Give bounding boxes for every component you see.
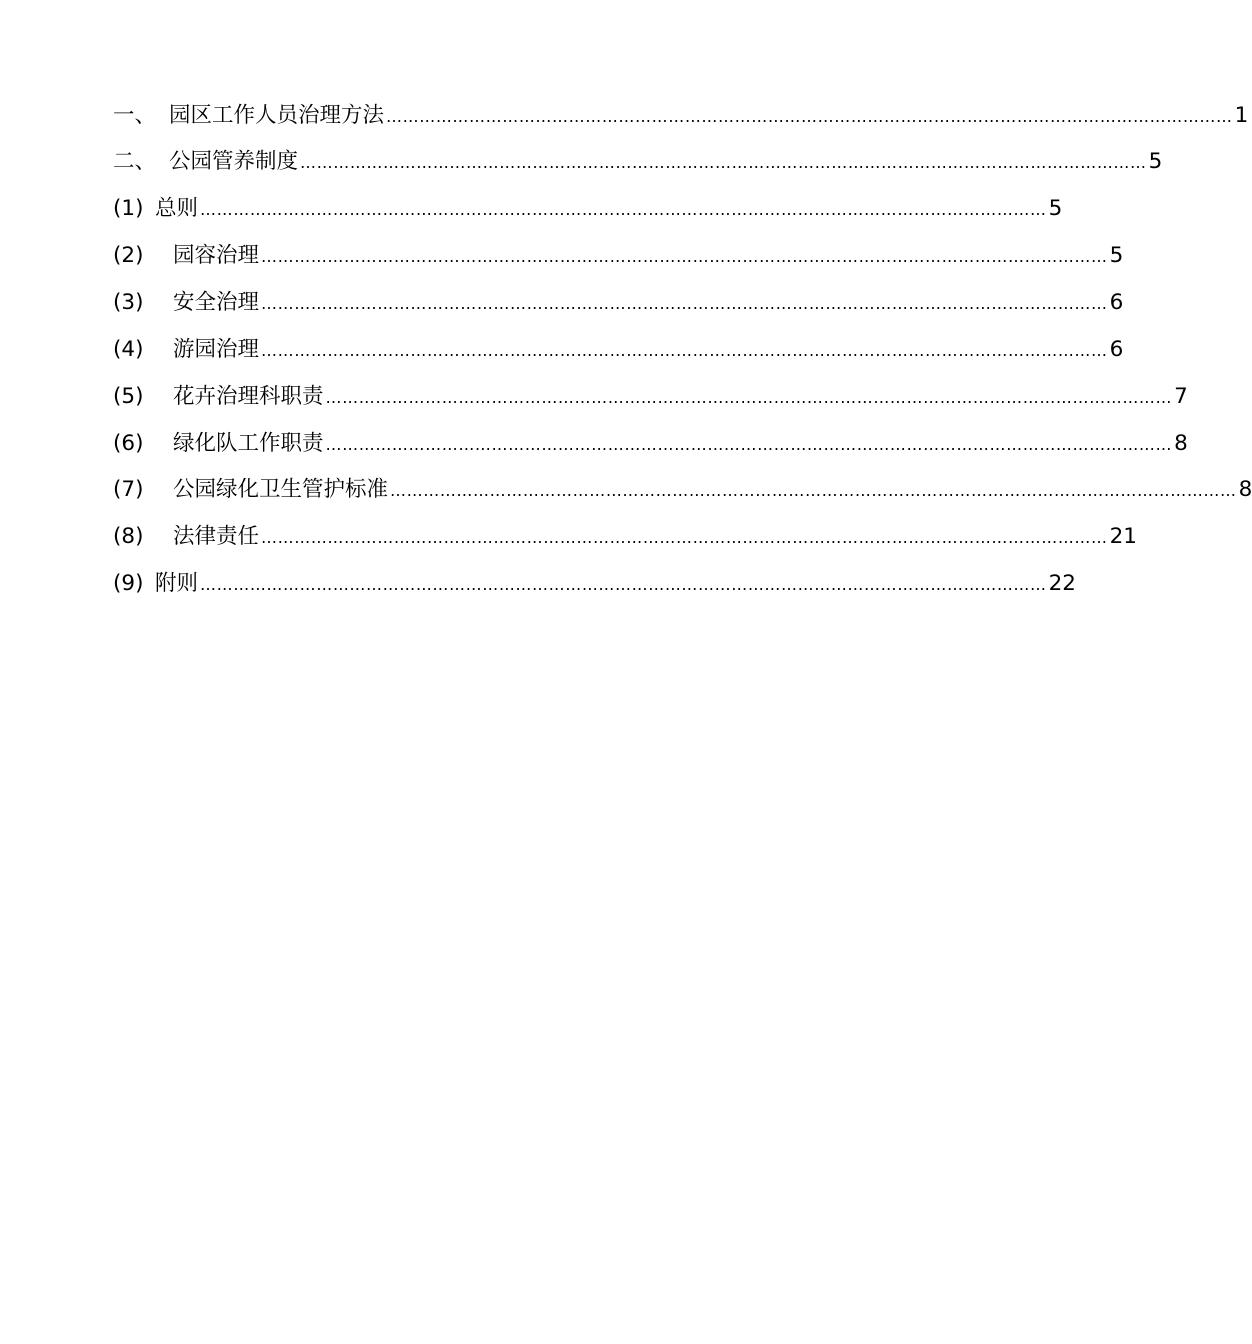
- toc-entry[interactable]: [113, 382, 1188, 412]
- toc-entry-page: 8: [1174, 431, 1188, 456]
- toc-entry-number: (9): [113, 571, 144, 596]
- toc-entry-title: 绿化队工作职责: [173, 431, 324, 456]
- toc-entry-page: 21: [1109, 524, 1137, 549]
- toc-entry-title: 公园管养制度: [169, 149, 299, 174]
- toc-entry-number: (8): [113, 524, 144, 549]
- dot-leader: ………………………………………………………………………………………………………………………………………: [200, 200, 1047, 219]
- dot-leader: ………………………………………………………………………………………………………………………………………: [325, 388, 1173, 407]
- toc-entry-number: 一、: [113, 103, 157, 128]
- toc-entry[interactable]: [113, 241, 1124, 271]
- toc-entry-number: (7): [113, 477, 144, 502]
- toc-entry[interactable]: [113, 335, 1124, 365]
- table-of-contents: [113, 0, 1252, 620]
- toc-entry-title: 园区工作人员治理方法: [169, 103, 385, 128]
- toc-entry-title: 园容治理: [173, 243, 260, 268]
- toc-entry-number: 二、: [113, 149, 157, 174]
- toc-entry-number: (2): [113, 243, 144, 268]
- toc-entry-title: 总则: [155, 196, 199, 221]
- toc-entry[interactable]: [113, 429, 1188, 459]
- toc-entry[interactable]: [113, 101, 1249, 131]
- toc-entry-title: 花卉治理科职责: [173, 384, 324, 409]
- dot-leader: ………………………………………………………………………………………………………………………………………: [261, 294, 1108, 313]
- toc-entry-title: 游园治理: [173, 337, 260, 362]
- toc-entry[interactable]: [113, 522, 1137, 552]
- toc-entry-number: (4): [113, 337, 144, 362]
- toc-entry-page: 5: [1148, 149, 1163, 174]
- dot-leader: ………………………………………………………………………………………………………………………………………: [261, 247, 1108, 266]
- toc-entry-page: 1: [1234, 103, 1249, 128]
- toc-entry-number: (6): [113, 431, 144, 456]
- toc-entry[interactable]: [113, 475, 1252, 505]
- toc-entry-page: 22: [1048, 571, 1076, 596]
- dot-leader: ………………………………………………………………………………………………………………………………………: [200, 575, 1047, 594]
- dot-leader: ………………………………………………………………………………………………………………………………………: [261, 528, 1108, 547]
- toc-entry-title: 安全治理: [173, 290, 260, 315]
- dot-leader: ………………………………………………………………………………………………………………………………………: [390, 481, 1237, 500]
- toc-entry-number: (1): [113, 196, 144, 221]
- toc-entry-number: (5): [113, 384, 144, 409]
- toc-entry[interactable]: [113, 147, 1163, 177]
- toc-entry-title: 公园绿化卫生管护标准: [173, 477, 389, 502]
- toc-entry-page: 8: [1238, 477, 1252, 502]
- toc-entry-title: 附则: [155, 571, 199, 596]
- toc-entry[interactable]: [113, 288, 1124, 318]
- dot-leader: ………………………………………………………………………………………………………………………………………: [325, 435, 1173, 454]
- toc-entry-page: 5: [1048, 196, 1063, 221]
- toc-entry-number: (3): [113, 290, 144, 315]
- toc-entry[interactable]: [113, 569, 1076, 599]
- toc-entry-page: 6: [1109, 337, 1124, 362]
- dot-leader: ………………………………………………………………………………………………………………………………………: [386, 107, 1233, 126]
- toc-entry-title: 法律责任: [173, 524, 260, 549]
- toc-entry-page: 6: [1109, 290, 1124, 315]
- dot-leader: ………………………………………………………………………………………………………………………………………: [261, 341, 1108, 360]
- toc-entry-page: 7: [1174, 384, 1188, 409]
- dot-leader: ………………………………………………………………………………………………………………………………………: [300, 153, 1147, 172]
- toc-entry-page: 5: [1109, 243, 1124, 268]
- toc-entry[interactable]: [113, 194, 1063, 224]
